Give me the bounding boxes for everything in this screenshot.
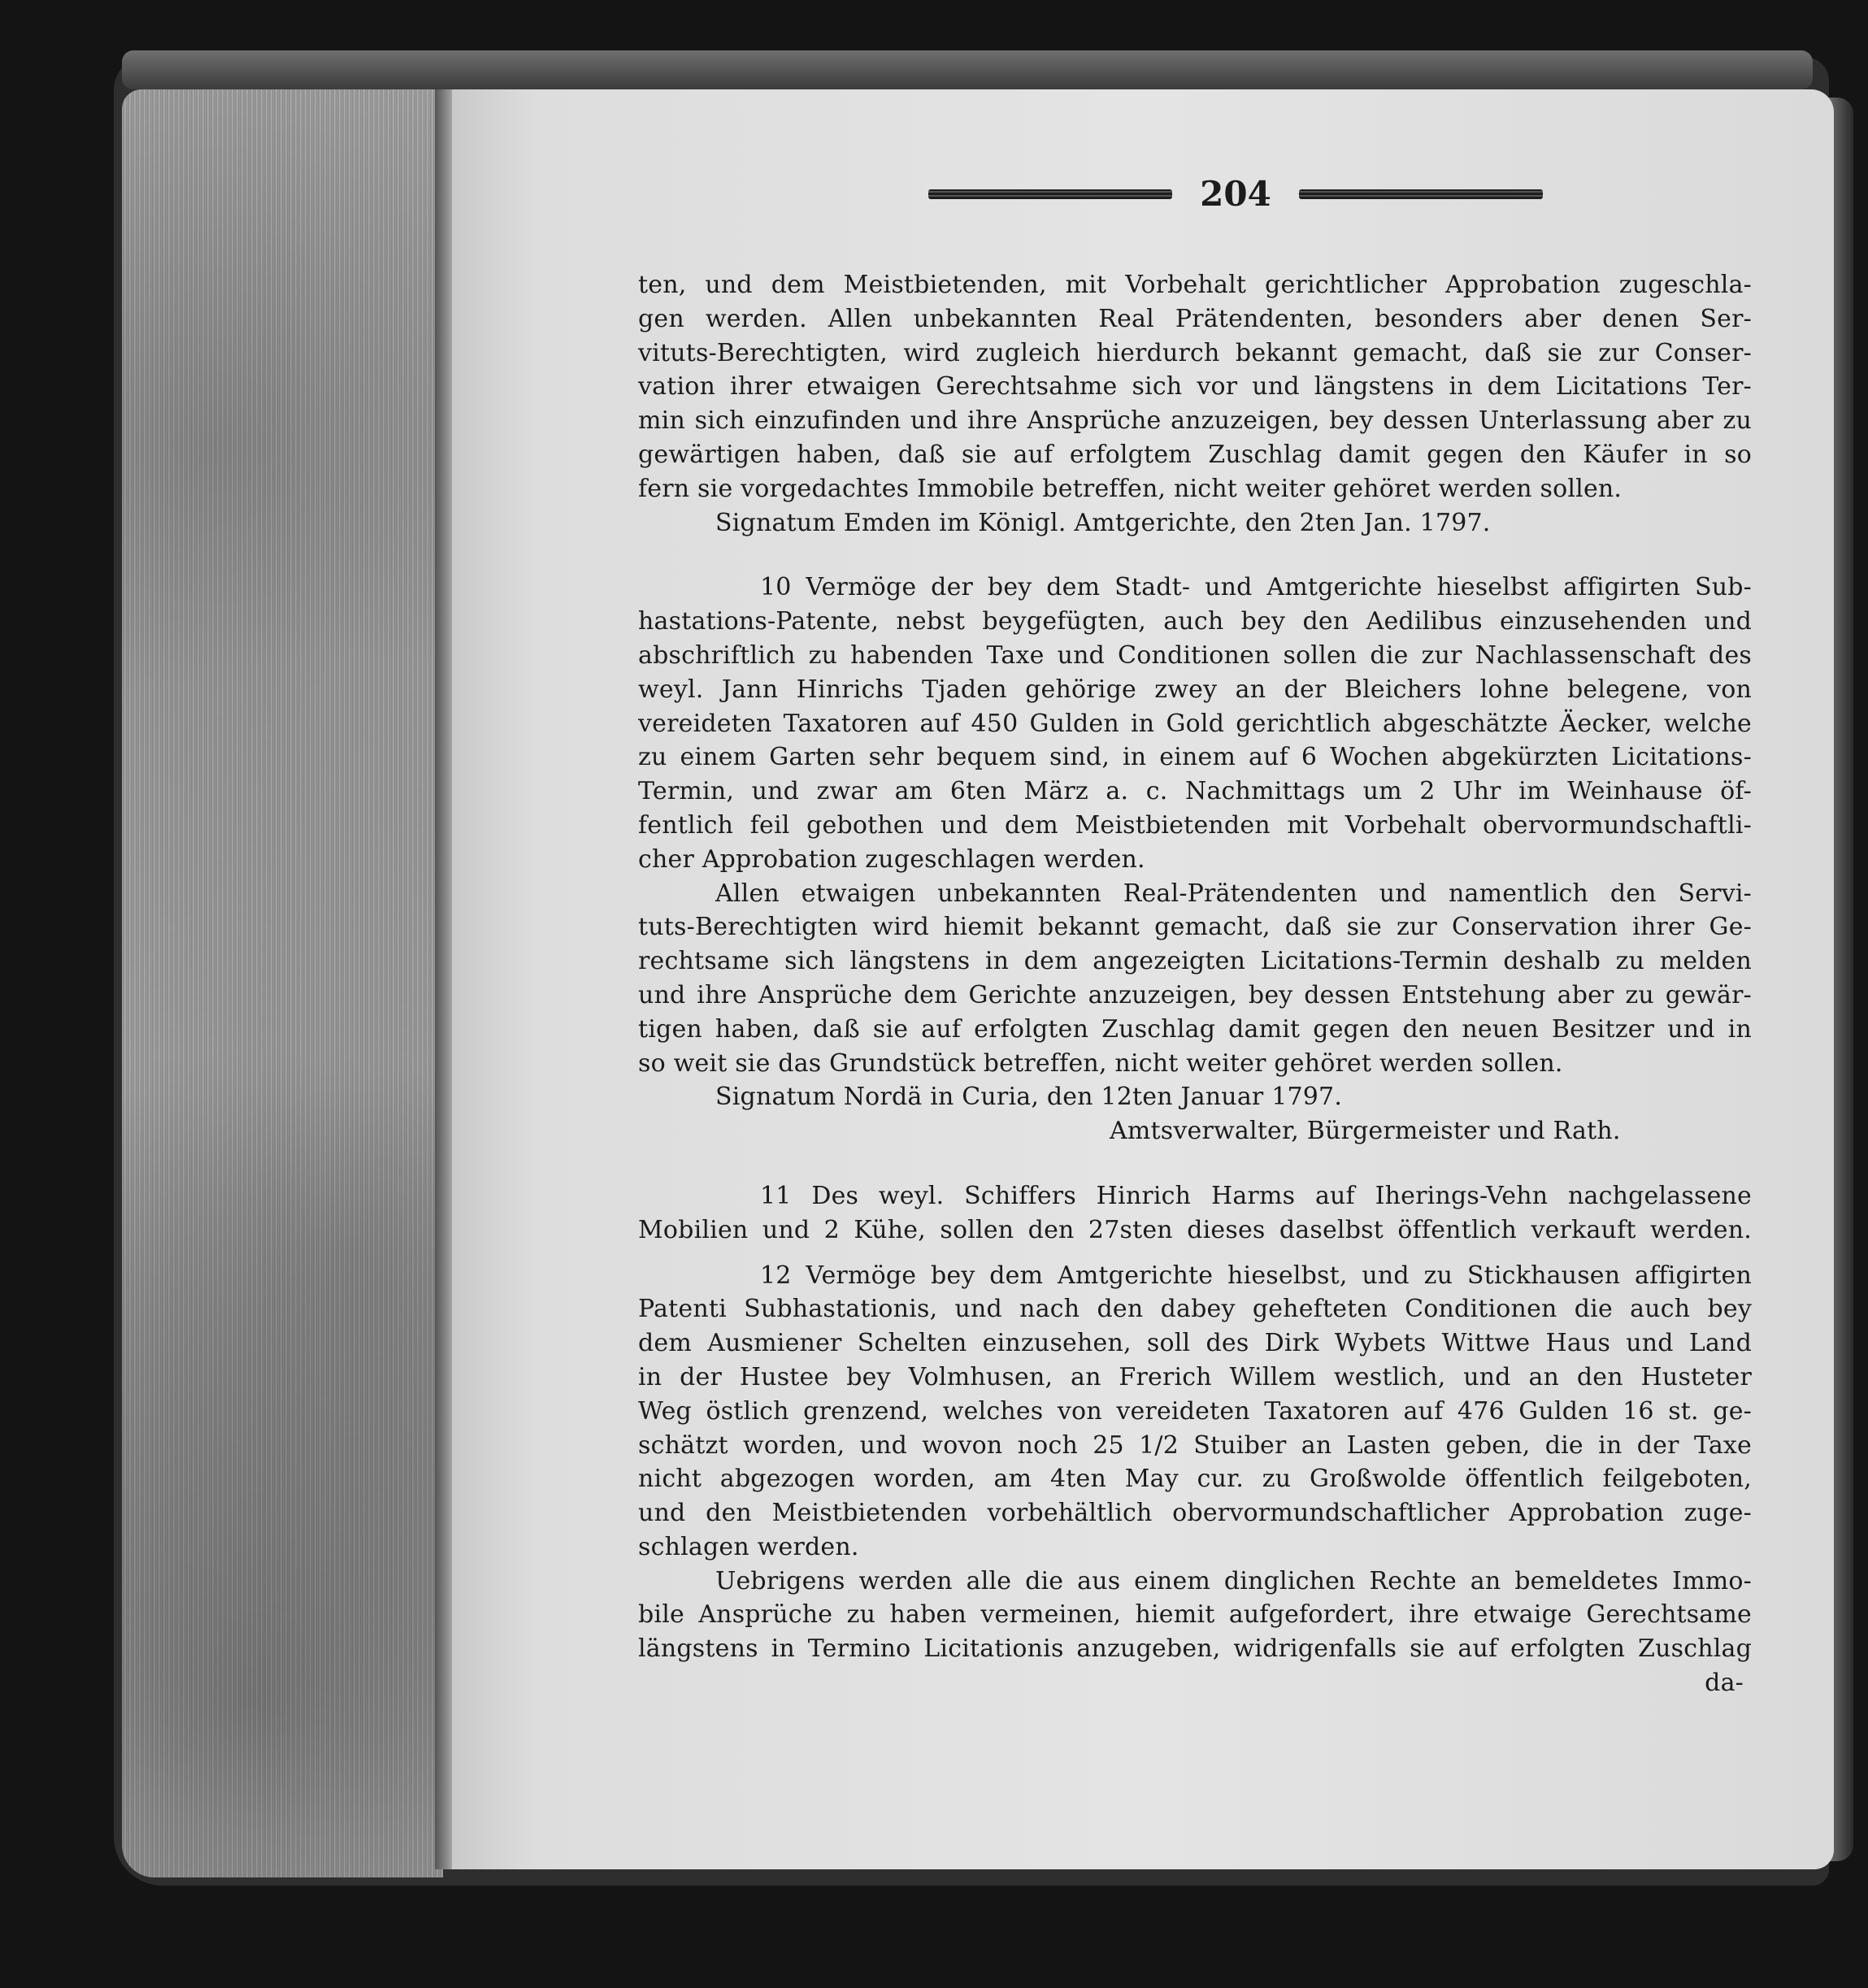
text-line: rechtsame sich längstens in dem angezeigten Licitations-Termin deshalb zu melden bbox=[638, 947, 1752, 976]
text-line: bile Ansprüche zu haben vermeinen, hiemit aufgefordert, ihre etwaige Gerechtsame bbox=[638, 1600, 1752, 1630]
notice-first-line: 10 Vermöge der bey dem Stadt- und Amtgerichte hieselbst affigirten Sub- bbox=[760, 573, 1752, 602]
text-line: in der Hustee bey Volmhusen, an Frerich Willem westlich, und an den Husteter bbox=[638, 1362, 1752, 1391]
text-line: schlagen werden. bbox=[638, 1532, 859, 1561]
text-line: abschriftlich zu habenden Taxe und Conditionen sollen die zur Nachlassenschaft des bbox=[638, 640, 1752, 670]
page-text bbox=[638, 268, 1752, 1700]
text-line: ten, und dem Meistbietenden, mit Vorbehalt gerichtlicher Approbation zugeschla- bbox=[638, 271, 1752, 299]
text-line: tigen haben, daß sie auf erfolgten Zuschlag damit gegen den neuen Besitzer und in bbox=[638, 1014, 1752, 1044]
text-line: Patenti Subhastationis, und nach den dabey gehefteten Conditionen die auch bey bbox=[638, 1295, 1752, 1324]
text-line: Mobilien und 2 Kühe, sollen den 27sten dieses daselbst öffentlich verkauft werden. bbox=[638, 1215, 1752, 1244]
text-line: und ihre Ansprüche dem Gerichte anzuzeigen, bey dessen Entstehung aber zu gewär- bbox=[638, 980, 1752, 1009]
notice-11 bbox=[638, 1179, 1752, 1248]
header-rule-left bbox=[928, 189, 1172, 199]
text-line: schätzt worden, und wovon noch 25 1/2 Stuiber an Lasten geben, die in der Taxe bbox=[638, 1430, 1752, 1460]
paragraph-continuation bbox=[638, 268, 1752, 540]
signatory-line: Amtsverwalter, Bürgermeister und Rath. bbox=[1110, 1117, 1621, 1146]
text-line: vereideten Taxatoren auf 450 Gulden in Gold gerichtlich abgeschätzte Äecker, welche bbox=[638, 709, 1752, 738]
signature-line: Signatum Nordä in Curia, den 12ten Januar 1797. bbox=[715, 1083, 1343, 1112]
text-line: Weg östlich grenzend, welches von vereideten Taxatoren auf 476 Gulden 16 st. ge- bbox=[638, 1396, 1752, 1426]
text-line: Uebrigens werden alle die aus einem dinglichen Rechte an bemeldetes Immo- bbox=[715, 1566, 1752, 1595]
notice-10 bbox=[638, 571, 1752, 1148]
text-line: so weit sie das Grundstück betreffen, nicht weiter gehöret werden sollen. bbox=[638, 1048, 1563, 1078]
text-line: vation ihrer etwaigen Gerechtsahme sich vor und längstens in dem Licitations Ter- bbox=[638, 372, 1752, 402]
text-line: tuts-Berechtigten wird hiemit bekannt gemacht, daß sie zur Conservation ihrer Ge- bbox=[638, 913, 1752, 942]
text-line: dem Ausmiener Schelten einzusehen, soll des Dirk Wybets Wittwe Haus und Land bbox=[638, 1329, 1752, 1358]
page-edge-stains bbox=[122, 89, 443, 1877]
text-line: fentlich feil gebothen und dem Meistbietenden mit Vorbehalt obervormundschaftli- bbox=[638, 810, 1752, 840]
text-line: min sich einzufinden und ihre Ansprüche anzuzeigen, bey dessen Unterlassung aber zu bbox=[638, 406, 1752, 436]
text-line: weyl. Jann Hinrichs Tjaden gehörige zwey an der Bleichers lohne belegene, von bbox=[638, 675, 1752, 704]
book-top-edge bbox=[122, 50, 1813, 89]
notice-first-line: 11 Des weyl. Schiffers Hinrich Harms auf Iherings-Vehn nachgelassene bbox=[760, 1181, 1752, 1210]
text-line: cher Approbation zugeschlagen werden. bbox=[638, 844, 1145, 874]
catchword: da- bbox=[1705, 1669, 1744, 1698]
text-line: längstens in Termino Licitationis anzugeben, widrigenfalls sie auf erfolgten Zuschlag bbox=[638, 1634, 1752, 1664]
page-edges bbox=[122, 89, 443, 1877]
text-line: und den Meistbietenden vorbehältlich obervormundschaftlicher Approbation zuge- bbox=[638, 1499, 1752, 1528]
text-line: vituts-Berechtigten, wird zugleich hierdurch bekannt gemacht, daß sie zur Conser- bbox=[638, 338, 1752, 367]
text-line: gewärtigen haben, daß sie auf erfolgtem Zuschlag damit gegen den Käufer in so bbox=[638, 440, 1752, 469]
signature-line: Signatum Emden im Königl. Amtgerichte, den 2ten Jan. 1797. bbox=[715, 508, 1491, 537]
text-line: gen werden. Allen unbekannten Real Prätendenten, besonders aber denen Ser- bbox=[638, 304, 1752, 333]
page-number: 204 bbox=[1200, 174, 1271, 214]
text-line: nicht abgezogen worden, am 4ten May cur. zu Großwolde öffentlich feilgeboten, bbox=[638, 1465, 1752, 1494]
page-header bbox=[927, 174, 1544, 215]
text-line: Termin, und zwar am 6ten März a. c. Nachmittags um 2 Uhr im Weinhause öf- bbox=[638, 777, 1752, 806]
notice-first-line: 12 Vermöge bey dem Amtgerichte hieselbst, und zu Stickhausen affigirten bbox=[760, 1261, 1752, 1290]
text-line: hastations-Patente, nebst beygefügten, auch bey den Aedilibus einzusehenden und bbox=[638, 607, 1752, 636]
text-line: fern sie vorgedachtes Immobile betreffen, nicht weiter gehöret werden sollen. bbox=[638, 474, 1623, 503]
text-line: zu einem Garten sehr bequem sind, in einem auf 6 Wochen abgekürzten Licitations- bbox=[638, 743, 1752, 772]
notice-12 bbox=[638, 1259, 1752, 1700]
text-line: Allen etwaigen unbekannten Real-Prätendenten und namentlich den Servi- bbox=[715, 879, 1752, 908]
header-rule-right bbox=[1299, 189, 1543, 199]
